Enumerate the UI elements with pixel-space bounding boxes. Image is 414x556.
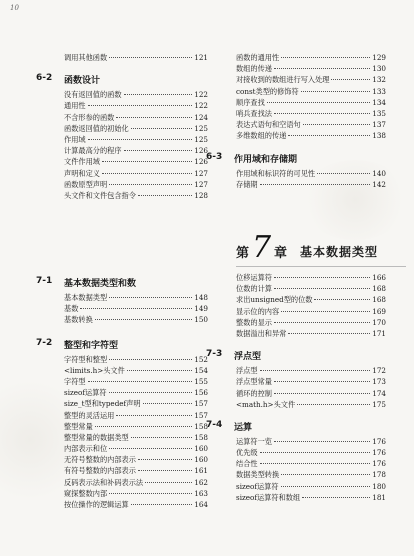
entry-title: 结合性 — [236, 459, 258, 469]
entry-title: 存储期 — [236, 179, 258, 189]
entry-title: 数据类型转换 — [236, 470, 280, 480]
section-number: 7-1 — [36, 276, 53, 286]
entry-page-number: 158 — [194, 421, 208, 431]
toc-entry — [64, 365, 208, 376]
entry-title: 浮点型 — [236, 366, 258, 376]
toc-entry — [64, 354, 208, 365]
toc-left-bottom — [36, 266, 208, 510]
dot-leader — [281, 474, 370, 475]
entry-title: 循环的控制 — [236, 388, 272, 398]
dot-leader — [274, 288, 370, 289]
dot-leader — [102, 173, 192, 174]
dot-leader — [109, 184, 192, 185]
toc-entry — [64, 179, 208, 190]
dot-leader — [95, 319, 193, 320]
entry-title: 整数的显示 — [236, 317, 272, 327]
entry-title: 哨兵查找法 — [236, 108, 272, 118]
toc-entry — [64, 292, 208, 303]
entry-title: 窥探整数内部 — [64, 488, 108, 498]
entry-page-number: 134 — [372, 97, 386, 107]
entry-title: 位数的计算 — [236, 284, 272, 294]
entry-page-number: 124 — [194, 112, 208, 122]
dot-leader — [88, 105, 193, 106]
dot-leader — [274, 322, 370, 323]
toc-entry — [64, 134, 208, 145]
entry-list — [236, 168, 386, 190]
dot-leader — [116, 415, 192, 416]
dot-leader — [314, 299, 370, 300]
entry-title: 作用域和标识符的可见性 — [236, 168, 316, 178]
entry-page-number: 138 — [372, 131, 386, 141]
entry-page-number: 173 — [372, 377, 386, 387]
entry-page-number: 156 — [194, 388, 208, 398]
entry-title: 数组的传递 — [236, 64, 272, 74]
entry-title: 有符号整数的内部表示 — [64, 466, 136, 476]
entry-list — [236, 272, 386, 339]
dot-leader — [88, 139, 193, 140]
entry-page-number: 171 — [372, 328, 386, 338]
chapter-heading — [236, 230, 406, 265]
entry-page-number: 132 — [372, 75, 386, 85]
toc-entry — [236, 399, 386, 410]
entry-title: 求出unsigned型的位数 — [236, 295, 313, 305]
entry-page-number: 175 — [372, 399, 386, 409]
toc-entry — [236, 469, 386, 480]
dot-leader — [109, 493, 192, 494]
entry-title: 顺序查找 — [236, 97, 265, 107]
entry-list — [36, 292, 208, 326]
entry-page-number: 125 — [194, 123, 208, 133]
entry-page-number: 127 — [194, 179, 208, 189]
entry-title: 表达式语句和空语句 — [236, 120, 301, 130]
toc-right-bottom — [206, 272, 386, 503]
entry-title: const类型的修饰符 — [236, 86, 299, 96]
toc-entry — [64, 410, 208, 421]
section-heading-7-1 — [36, 274, 208, 290]
dot-leader — [297, 404, 370, 405]
entry-page-number: 169 — [372, 306, 386, 316]
entry-title: 运算符一览 — [236, 436, 272, 446]
entry-title: 通用性 — [64, 101, 86, 111]
entry-title: 对接收到的数组进行写入处理 — [236, 75, 330, 85]
dot-leader — [109, 297, 192, 298]
dot-leader — [124, 150, 193, 151]
entry-page-number: 161 — [194, 466, 208, 476]
entry-page-number: 172 — [372, 366, 386, 376]
entry-list — [36, 52, 208, 63]
entry-title: 基本数据类型 — [64, 293, 108, 302]
toc-entry — [64, 52, 208, 63]
entry-title: 多维数组的传递 — [236, 131, 287, 141]
entry-page-number: 158 — [194, 432, 208, 442]
entry-page-number: 154 — [194, 365, 208, 375]
toc-entry — [236, 376, 386, 387]
entry-title: 没有返回值的函数 — [64, 90, 122, 100]
dot-leader — [109, 448, 192, 449]
toc-entry — [236, 328, 386, 339]
toc-left-top — [36, 52, 208, 201]
toc-entry — [64, 477, 208, 488]
entry-title: 显示位的内容 — [236, 306, 280, 316]
entry-title: sizeof运算符 — [236, 481, 279, 491]
toc-entry — [236, 492, 386, 503]
entry-title: 字符型 — [64, 376, 86, 386]
section-heading-7-2 — [36, 336, 208, 352]
toc-entry — [236, 458, 386, 469]
dot-leader — [138, 195, 192, 196]
dot-leader — [131, 504, 193, 505]
toc-entry — [236, 97, 386, 108]
entry-page-number: 164 — [194, 500, 208, 509]
dot-leader — [288, 333, 370, 334]
toc-entry — [64, 499, 208, 510]
entry-title: 无符号整数的内部表示 — [64, 455, 136, 465]
toc-entry — [64, 488, 208, 499]
page-number: 10 — [10, 4, 19, 12]
dot-leader — [317, 173, 370, 174]
dot-leader — [281, 486, 371, 487]
entry-title: 位移运算符 — [236, 273, 272, 282]
section-title: 基本数据类型和数 — [64, 279, 137, 289]
toc-entry — [236, 168, 386, 179]
entry-page-number: 160 — [194, 444, 208, 454]
toc-entry — [64, 376, 208, 387]
entry-page-number: 122 — [194, 90, 208, 100]
chapter-divider — [236, 266, 406, 267]
entry-page-number: 122 — [194, 101, 208, 111]
toc-entry — [64, 112, 208, 123]
dot-leader — [274, 68, 370, 69]
dot-leader — [274, 381, 370, 382]
entry-title: 头文件和文件包含指令 — [64, 190, 136, 200]
toc-entry — [236, 365, 386, 376]
section-number: 6-2 — [36, 73, 53, 84]
toc-entry — [64, 387, 208, 398]
entry-page-number: 133 — [372, 86, 386, 96]
dot-leader — [102, 161, 192, 162]
toc-entry — [64, 432, 208, 443]
dot-leader — [274, 393, 370, 394]
section-heading-7-4 — [206, 418, 386, 434]
dot-leader — [131, 128, 193, 129]
entry-title: sizeof运算符 — [64, 388, 107, 398]
dot-leader — [303, 124, 371, 125]
section-number: 7-4 — [206, 419, 223, 430]
dot-leader — [109, 359, 192, 360]
entry-title: 按位操作的逻辑运算 — [64, 500, 129, 509]
toc-entry — [236, 179, 386, 190]
toc-entry — [236, 130, 386, 141]
toc-entry — [64, 454, 208, 465]
entry-page-number: 130 — [372, 64, 386, 74]
entry-title: size_t型和typedef声明 — [64, 399, 141, 409]
entry-title: 函数的通用性 — [236, 53, 280, 62]
entry-page-number: 148 — [194, 293, 208, 302]
entry-page-number: 126 — [194, 157, 208, 167]
dot-leader — [260, 370, 371, 371]
toc-entry — [64, 145, 208, 156]
dot-leader — [274, 277, 370, 278]
entry-page-number: 152 — [194, 354, 208, 364]
toc-entry — [64, 465, 208, 476]
entry-title: 基数 — [64, 304, 79, 314]
entry-page-number: 121 — [194, 53, 208, 62]
entry-title: 函数原型声明 — [64, 179, 108, 189]
dot-leader — [127, 370, 192, 371]
toc-entry — [236, 52, 386, 63]
entry-list — [36, 354, 208, 511]
entry-page-number: 168 — [372, 295, 386, 305]
entry-page-number: 163 — [194, 488, 208, 498]
entry-title: 浮点型常量 — [236, 377, 272, 387]
toc-right-top — [206, 52, 386, 190]
dot-leader — [260, 452, 371, 453]
dot-leader — [138, 470, 192, 471]
entry-page-number: 157 — [194, 410, 208, 420]
entry-list — [236, 365, 386, 410]
entry-page-number: 168 — [372, 284, 386, 294]
entry-page-number: 176 — [372, 436, 386, 446]
entry-page-number: 127 — [194, 168, 208, 178]
toc-entry — [64, 89, 208, 100]
dot-leader — [281, 311, 370, 312]
entry-page-number: 149 — [194, 304, 208, 314]
dot-leader — [331, 79, 370, 80]
dot-leader — [95, 426, 193, 427]
section-number: 7-3 — [206, 349, 223, 360]
entry-title: <math.h>头文件 — [236, 399, 296, 409]
entry-list — [236, 436, 386, 503]
entry-title: 声明和定义 — [64, 168, 100, 178]
toc-entry — [236, 86, 386, 97]
chapter-prefix: 第 — [236, 246, 250, 261]
dot-leader — [80, 308, 192, 309]
entry-title: 反码表示法和补码表示法 — [64, 477, 144, 487]
dot-leader — [274, 441, 370, 442]
entry-title: 文件作用域 — [64, 157, 100, 167]
section-heading-6-3 — [206, 150, 386, 166]
entry-title: sizeof运算符和数组 — [236, 492, 301, 502]
dot-leader — [143, 403, 193, 404]
toc-entry — [236, 283, 386, 294]
toc-entry — [236, 447, 386, 458]
section-title: 运算 — [234, 422, 253, 433]
section-number: 7-2 — [36, 337, 53, 348]
entry-title: 整型常量 — [64, 421, 93, 431]
entry-page-number: 170 — [372, 317, 386, 327]
entry-list — [36, 89, 208, 201]
toc-entry — [236, 74, 386, 85]
chapter-title: 基本数据类型 — [300, 245, 379, 259]
entry-page-number: 150 — [194, 315, 208, 325]
entry-title: 基数转换 — [64, 315, 93, 325]
toc-entry — [64, 314, 208, 325]
entry-page-number: 126 — [194, 146, 208, 156]
entry-list — [236, 52, 386, 142]
section-number: 6-3 — [206, 151, 223, 162]
entry-page-number: 135 — [372, 108, 386, 118]
dot-leader — [281, 57, 370, 58]
dot-leader — [288, 135, 370, 136]
entry-page-number: 140 — [372, 168, 386, 178]
section-heading-7-3 — [206, 347, 386, 363]
toc-entry — [236, 272, 386, 283]
dot-leader — [302, 497, 370, 498]
toc-entry — [64, 303, 208, 314]
section-title: 作用域和存储期 — [234, 154, 298, 165]
toc-entry — [64, 398, 208, 409]
section-heading-6-2 — [36, 71, 208, 87]
dot-leader — [138, 459, 192, 460]
toc-entry — [64, 156, 208, 167]
entry-title: 计算最高分的程序 — [64, 146, 122, 156]
entry-title: 优先级 — [236, 448, 258, 458]
entry-title: 函数返回值的初始化 — [64, 123, 129, 133]
section-title: 函数设计 — [64, 76, 101, 87]
entry-page-number: 128 — [194, 190, 208, 200]
chapter-number: 7 — [252, 230, 272, 265]
toc-entry — [236, 294, 386, 305]
entry-title: 数据溢出和异常 — [236, 328, 287, 338]
toc-entry — [236, 63, 386, 74]
dot-leader — [260, 184, 371, 185]
entry-page-number: 137 — [372, 120, 386, 130]
toc-entry — [236, 436, 386, 447]
entry-page-number: 129 — [372, 53, 386, 62]
entry-title: 字符型和整型 — [64, 354, 108, 364]
entry-page-number: 176 — [372, 448, 386, 458]
chapter-suffix: 章 — [274, 246, 288, 261]
entry-title: 作用域 — [64, 134, 86, 144]
dot-leader — [301, 91, 371, 92]
toc-entry — [236, 388, 386, 399]
entry-page-number: 176 — [372, 459, 386, 469]
dot-leader — [88, 381, 193, 382]
dot-leader — [124, 94, 193, 95]
dot-leader — [260, 463, 371, 464]
section-title: 浮点型 — [234, 352, 262, 363]
toc-entry — [64, 123, 208, 134]
entry-title: <limits.h>头文件 — [64, 365, 125, 375]
entry-page-number: 181 — [372, 492, 386, 502]
entry-page-number: 125 — [194, 134, 208, 144]
entry-title: 不含形参的函数 — [64, 112, 115, 122]
entry-page-number: 157 — [194, 399, 208, 409]
dot-leader — [109, 392, 193, 393]
toc-entry — [64, 100, 208, 111]
toc-entry — [236, 317, 386, 328]
toc-entry — [236, 108, 386, 119]
entry-page-number: 162 — [194, 477, 208, 487]
dot-leader — [267, 102, 371, 103]
toc-entry — [64, 168, 208, 179]
toc-entry — [64, 443, 208, 454]
dot-leader — [274, 113, 370, 114]
toc-entry — [236, 119, 386, 130]
dot-leader — [109, 57, 192, 58]
dot-leader — [131, 437, 193, 438]
entry-title: 整型的灵活运用 — [64, 410, 115, 420]
entry-page-number: 166 — [372, 273, 386, 282]
entry-page-number: 160 — [194, 455, 208, 465]
toc-entry — [64, 421, 208, 432]
toc-entry — [64, 190, 208, 201]
dot-leader — [116, 117, 192, 118]
entry-page-number: 142 — [372, 179, 386, 189]
dot-leader — [145, 482, 192, 483]
section-title: 整型和字符型 — [64, 340, 119, 351]
entry-page-number: 174 — [372, 388, 386, 398]
toc-entry — [236, 306, 386, 317]
entry-page-number: 155 — [194, 376, 208, 386]
entry-title: 内部表示和位 — [64, 444, 108, 454]
entry-page-number: 180 — [372, 481, 386, 491]
toc-entry — [236, 481, 386, 492]
entry-title: 整型常量的数据类型 — [64, 432, 129, 442]
entry-title: 调用其他函数 — [64, 53, 108, 62]
entry-page-number: 178 — [372, 470, 386, 480]
